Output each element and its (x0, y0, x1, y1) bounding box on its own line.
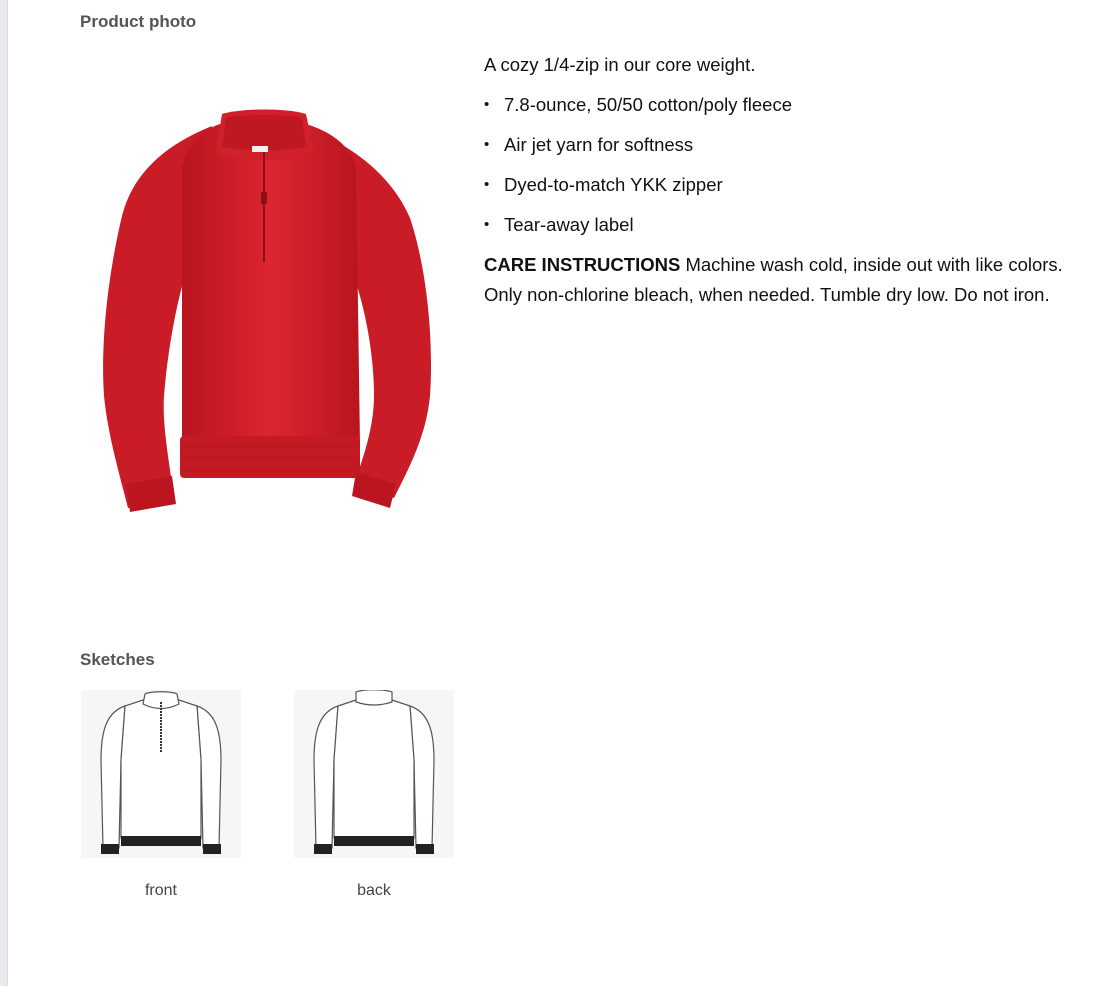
sketch-front (81, 690, 241, 858)
product-photo-heading: Product photo (80, 12, 197, 31)
sketches-heading: Sketches (80, 650, 155, 669)
sweatshirt-back-sketch-icon (294, 690, 454, 858)
feature-item: • Dyed-to-match YKK zipper (484, 170, 1064, 200)
care-text: Machine wash cold, inside out with like colors. Only non-chlorine bleach, when needed. Tumble dry low. Do not iron. (484, 254, 1063, 305)
product-photo (92, 106, 442, 518)
feature-item: • 7.8-ounce, 50/50 cotton/poly fleece (484, 90, 1064, 120)
feature-list (484, 90, 1064, 240)
care-instructions (484, 250, 1064, 310)
description-intro: A cozy 1/4-zip in our core weight. (484, 54, 756, 75)
sketch-caption-front: front (144, 882, 177, 899)
care-label: CARE INSTRUCTIONS (484, 254, 681, 275)
sweatshirt-icon (92, 106, 442, 518)
feature-item: • Air jet yarn for softness (484, 130, 1064, 160)
sketch-caption-back: back (357, 882, 391, 899)
sweatshirt-front-sketch-icon (81, 690, 241, 858)
left-scroll-rail (0, 0, 8, 986)
sketch-back (294, 690, 454, 858)
product-description (484, 50, 1064, 310)
feature-item: • Tear-away label (484, 210, 1064, 240)
